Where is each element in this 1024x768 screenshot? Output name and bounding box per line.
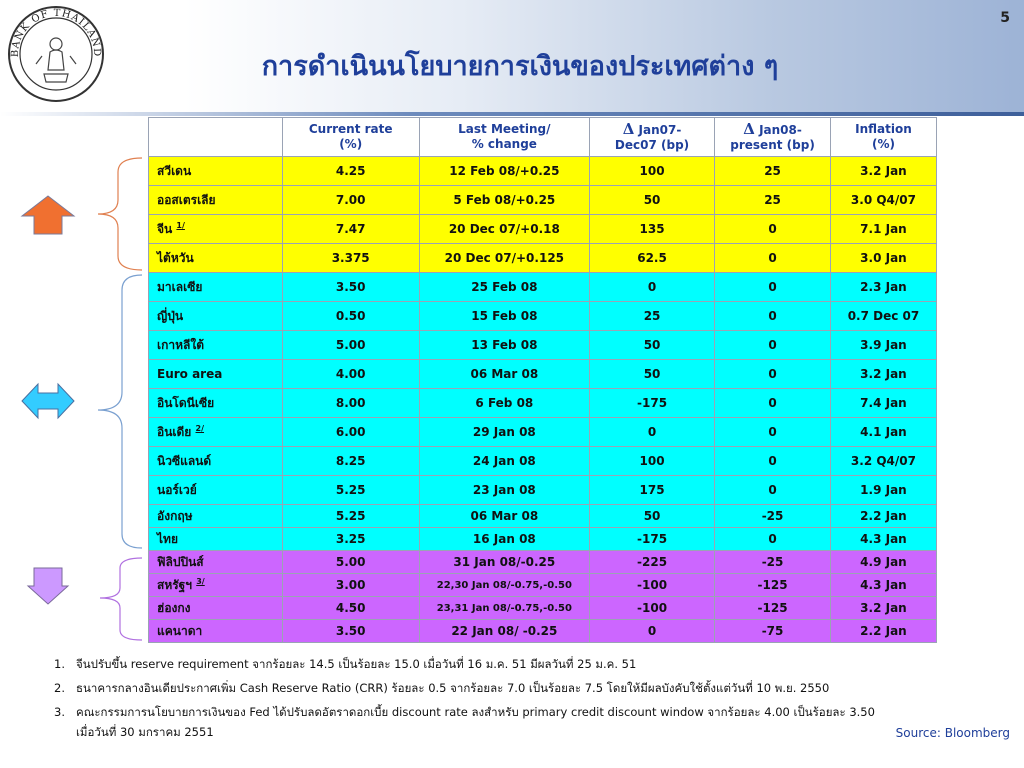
- inflation-cell: 3.0 Jan: [830, 244, 936, 273]
- footnote-marker: 1/: [176, 220, 185, 230]
- source-label: Source: Bloomberg: [895, 726, 1010, 740]
- footnote-marker: 3/: [196, 576, 205, 586]
- country-cell: นอร์เวย์: [149, 476, 283, 505]
- last-meeting-cell: 15 Feb 08: [419, 302, 589, 331]
- arrow-up-icon: [20, 194, 76, 236]
- country-cell: จีน $^{1/}$: [149, 215, 283, 244]
- country-cell: อังกฤษ: [149, 505, 283, 528]
- logo-text: BANK OF THAILAND: [9, 7, 103, 58]
- table-row: [149, 574, 937, 597]
- group-brackets: [0, 0, 150, 650]
- bracket-cut: [100, 558, 142, 640]
- delta-2007-cell: -100: [589, 574, 714, 597]
- delta-2008-cell: 25: [715, 186, 831, 215]
- table-row: [149, 360, 937, 389]
- delta-2008-cell: 0: [715, 389, 831, 418]
- delta-2007-cell: -100: [589, 597, 714, 620]
- header-current-rate: Current rate (%): [282, 118, 419, 157]
- table-row: [149, 302, 937, 331]
- last-meeting-cell: 20 Dec 07/+0.18: [419, 215, 589, 244]
- current-rate-cell: 8.00: [282, 389, 419, 418]
- delta-2007-cell: 50: [589, 360, 714, 389]
- table-row: [149, 418, 937, 447]
- current-rate-cell: 3.00: [282, 574, 419, 597]
- table-row: [149, 157, 937, 186]
- last-meeting-cell: 24 Jan 08: [419, 447, 589, 476]
- header-delta-2007: Δ Jan07- Dec07 (bp): [589, 118, 714, 157]
- delta-2007-cell: 0: [589, 418, 714, 447]
- header-inflation: Inflation (%): [830, 118, 936, 157]
- table-row: [149, 215, 937, 244]
- last-meeting-cell: 6 Feb 08: [419, 389, 589, 418]
- inflation-cell: 4.9 Jan: [830, 551, 936, 574]
- delta-2007-cell: 62.5: [589, 244, 714, 273]
- current-rate-cell: 5.00: [282, 551, 419, 574]
- current-rate-cell: 4.00: [282, 360, 419, 389]
- current-rate-cell: 7.00: [282, 186, 419, 215]
- inflation-cell: 2.3 Jan: [830, 273, 936, 302]
- country-cell: สวีเดน: [149, 157, 283, 186]
- country-cell: อินเดีย $^{2/}$: [149, 418, 283, 447]
- delta-2007-cell: -175: [589, 528, 714, 551]
- current-rate-cell: 4.50: [282, 597, 419, 620]
- last-meeting-cell: 25 Feb 08: [419, 273, 589, 302]
- inflation-cell: 1.9 Jan: [830, 476, 936, 505]
- header-delta-2008: Δ Jan08- present (bp): [715, 118, 831, 157]
- delta-2008-cell: 0: [715, 360, 831, 389]
- table-row: [149, 331, 937, 360]
- delta-2007-cell: 50: [589, 186, 714, 215]
- inflation-cell: 7.1 Jan: [830, 215, 936, 244]
- last-meeting-cell: 20 Dec 07/+0.125: [419, 244, 589, 273]
- delta-2008-cell: 0: [715, 476, 831, 505]
- footnote-marker: 2/: [195, 423, 205, 433]
- table-header-row: [149, 118, 937, 157]
- footnote-1: 1. จีนปรับขึ้น reserve requirement จากร้อยละ 14.5 เป็นร้อยละ 15.0 เมื่อวันที่ 16 ม.ค. 51 มีผลวันที่ 25 ม.ค. 51: [54, 657, 637, 671]
- inflation-cell: 2.2 Jan: [830, 620, 936, 643]
- current-rate-cell: 3.50: [282, 620, 419, 643]
- delta-icon: Δ: [743, 119, 755, 138]
- delta-icon: Δ: [622, 119, 635, 138]
- footnote-2: 2. ธนาคารกลางอินเดียประกาศเพิ่ม Cash Reserve Ratio (CRR) ร้อยละ 0.5 จากร้อยละ 7.0 เป็นร้อยละ 7.5 โดยให้มีผลบังคับใช้ตั้งแต่วันที่ 10 พ.ย. 2550: [54, 681, 830, 695]
- delta-2008-cell: 0: [715, 244, 831, 273]
- delta-2007-cell: -225: [589, 551, 714, 574]
- country-cell: ฟิลิปปินส์: [149, 551, 283, 574]
- inflation-cell: 3.2 Q4/07: [830, 447, 936, 476]
- delta-2007-cell: 100: [589, 157, 714, 186]
- delta-2007-cell: 25: [589, 302, 714, 331]
- page-number: 5: [1000, 10, 1010, 26]
- country-cell: เกาหลีใต้: [149, 331, 283, 360]
- country-cell: มาเลเซีย: [149, 273, 283, 302]
- delta-2008-cell: 25: [715, 157, 831, 186]
- table-row: [149, 476, 937, 505]
- inflation-cell: 2.2 Jan: [830, 505, 936, 528]
- table-row: [149, 597, 937, 620]
- delta-2007-cell: -175: [589, 389, 714, 418]
- country-cell: ไต้หวัน: [149, 244, 283, 273]
- inflation-cell: 4.3 Jan: [830, 574, 936, 597]
- table-row: [149, 620, 937, 643]
- delta-2008-cell: 0: [715, 447, 831, 476]
- current-rate-cell: 8.25: [282, 447, 419, 476]
- inflation-cell: 3.9 Jan: [830, 331, 936, 360]
- last-meeting-cell: 23 Jan 08: [419, 476, 589, 505]
- country-cell: ญี่ปุ่น: [149, 302, 283, 331]
- current-rate-cell: 4.25: [282, 157, 419, 186]
- last-meeting-cell: 12 Feb 08/+0.25: [419, 157, 589, 186]
- delta-2008-cell: 0: [715, 273, 831, 302]
- last-meeting-cell: 22,30 Jan 08/-0.75,-0.50: [419, 574, 589, 597]
- current-rate-cell: 5.25: [282, 505, 419, 528]
- policy-rate-table: [148, 117, 937, 643]
- table-row: [149, 273, 937, 302]
- current-rate-cell: 0.50: [282, 302, 419, 331]
- page-title: การดำเนินนโยบายการเงินของประเทศต่าง ๆ: [261, 51, 779, 82]
- inflation-cell: 3.2 Jan: [830, 360, 936, 389]
- delta-2008-cell: 0: [715, 418, 831, 447]
- country-cell: สหรัฐฯ $^{3/}$: [149, 574, 283, 597]
- inflation-cell: 3.0 Q4/07: [830, 186, 936, 215]
- inflation-cell: 4.3 Jan: [830, 528, 936, 551]
- country-cell: Euro area: [149, 360, 283, 389]
- header-divider: [0, 112, 1024, 116]
- last-meeting-cell: 16 Jan 08: [419, 528, 589, 551]
- table-row: [149, 447, 937, 476]
- arrow-both-icon: [20, 382, 76, 420]
- header-last-meeting: Last Meeting/ % change: [419, 118, 589, 157]
- last-meeting-cell: 31 Jan 08/-0.25: [419, 551, 589, 574]
- table-row: [149, 244, 937, 273]
- bracket-hold: [98, 275, 142, 548]
- table-row: [149, 551, 937, 574]
- delta-2008-cell: 0: [715, 528, 831, 551]
- inflation-cell: 3.2 Jan: [830, 597, 936, 620]
- table-row: [149, 186, 937, 215]
- last-meeting-cell: 06 Mar 08: [419, 360, 589, 389]
- last-meeting-cell: 29 Jan 08: [419, 418, 589, 447]
- inflation-cell: 3.2 Jan: [830, 157, 936, 186]
- delta-2008-cell: -25: [715, 505, 831, 528]
- country-cell: ฮ่องกง: [149, 597, 283, 620]
- current-rate-cell: 5.00: [282, 331, 419, 360]
- current-rate-cell: 3.25: [282, 528, 419, 551]
- arrow-down-icon: [26, 566, 70, 606]
- current-rate-cell: 3.375: [282, 244, 419, 273]
- delta-2008-cell: 0: [715, 215, 831, 244]
- country-cell: ออสเตรเลีย: [149, 186, 283, 215]
- current-rate-cell: 5.25: [282, 476, 419, 505]
- country-cell: แคนาดา: [149, 620, 283, 643]
- inflation-cell: 0.7 Dec 07: [830, 302, 936, 331]
- delta-2007-cell: 175: [589, 476, 714, 505]
- delta-2007-cell: 50: [589, 331, 714, 360]
- delta-2007-cell: 100: [589, 447, 714, 476]
- country-cell: นิวซีแลนด์: [149, 447, 283, 476]
- last-meeting-cell: 5 Feb 08/+0.25: [419, 186, 589, 215]
- delta-2007-cell: 135: [589, 215, 714, 244]
- delta-2007-cell: 0: [589, 620, 714, 643]
- footnotes: [54, 652, 954, 742]
- inflation-cell: 7.4 Jan: [830, 389, 936, 418]
- last-meeting-cell: 06 Mar 08: [419, 505, 589, 528]
- delta-2007-cell: 50: [589, 505, 714, 528]
- country-cell: ไทย: [149, 528, 283, 551]
- last-meeting-cell: 23,31 Jan 08/-0.75,-0.50: [419, 597, 589, 620]
- current-rate-cell: 7.47: [282, 215, 419, 244]
- delta-2007-cell: 0: [589, 273, 714, 302]
- current-rate-cell: 3.50: [282, 273, 419, 302]
- header-country: [149, 118, 283, 157]
- delta-2008-cell: -125: [715, 597, 831, 620]
- table-row: [149, 389, 937, 418]
- bracket-raise: [98, 158, 142, 270]
- delta-2008-cell: 0: [715, 331, 831, 360]
- delta-2008-cell: -125: [715, 574, 831, 597]
- inflation-cell: 4.1 Jan: [830, 418, 936, 447]
- footnote-3: 3. คณะกรรมการนโยบายการเงินของ Fed ได้ปรับลดอัตราดอกเบี้ย discount rate ลงสำหรับ primary credit discount window จากร้อยละ 4.00 เป็นร้อยละ 3.50 เมื่อวันที่ 30 มกราคม 2551: [54, 705, 875, 739]
- table-row: [149, 528, 937, 551]
- table-row: [149, 505, 937, 528]
- delta-2008-cell: 0: [715, 302, 831, 331]
- current-rate-cell: 6.00: [282, 418, 419, 447]
- delta-2008-cell: -25: [715, 551, 831, 574]
- last-meeting-cell: 13 Feb 08: [419, 331, 589, 360]
- delta-2008-cell: -75: [715, 620, 831, 643]
- country-cell: อินโดนีเซีย: [149, 389, 283, 418]
- last-meeting-cell: 22 Jan 08/ -0.25: [419, 620, 589, 643]
